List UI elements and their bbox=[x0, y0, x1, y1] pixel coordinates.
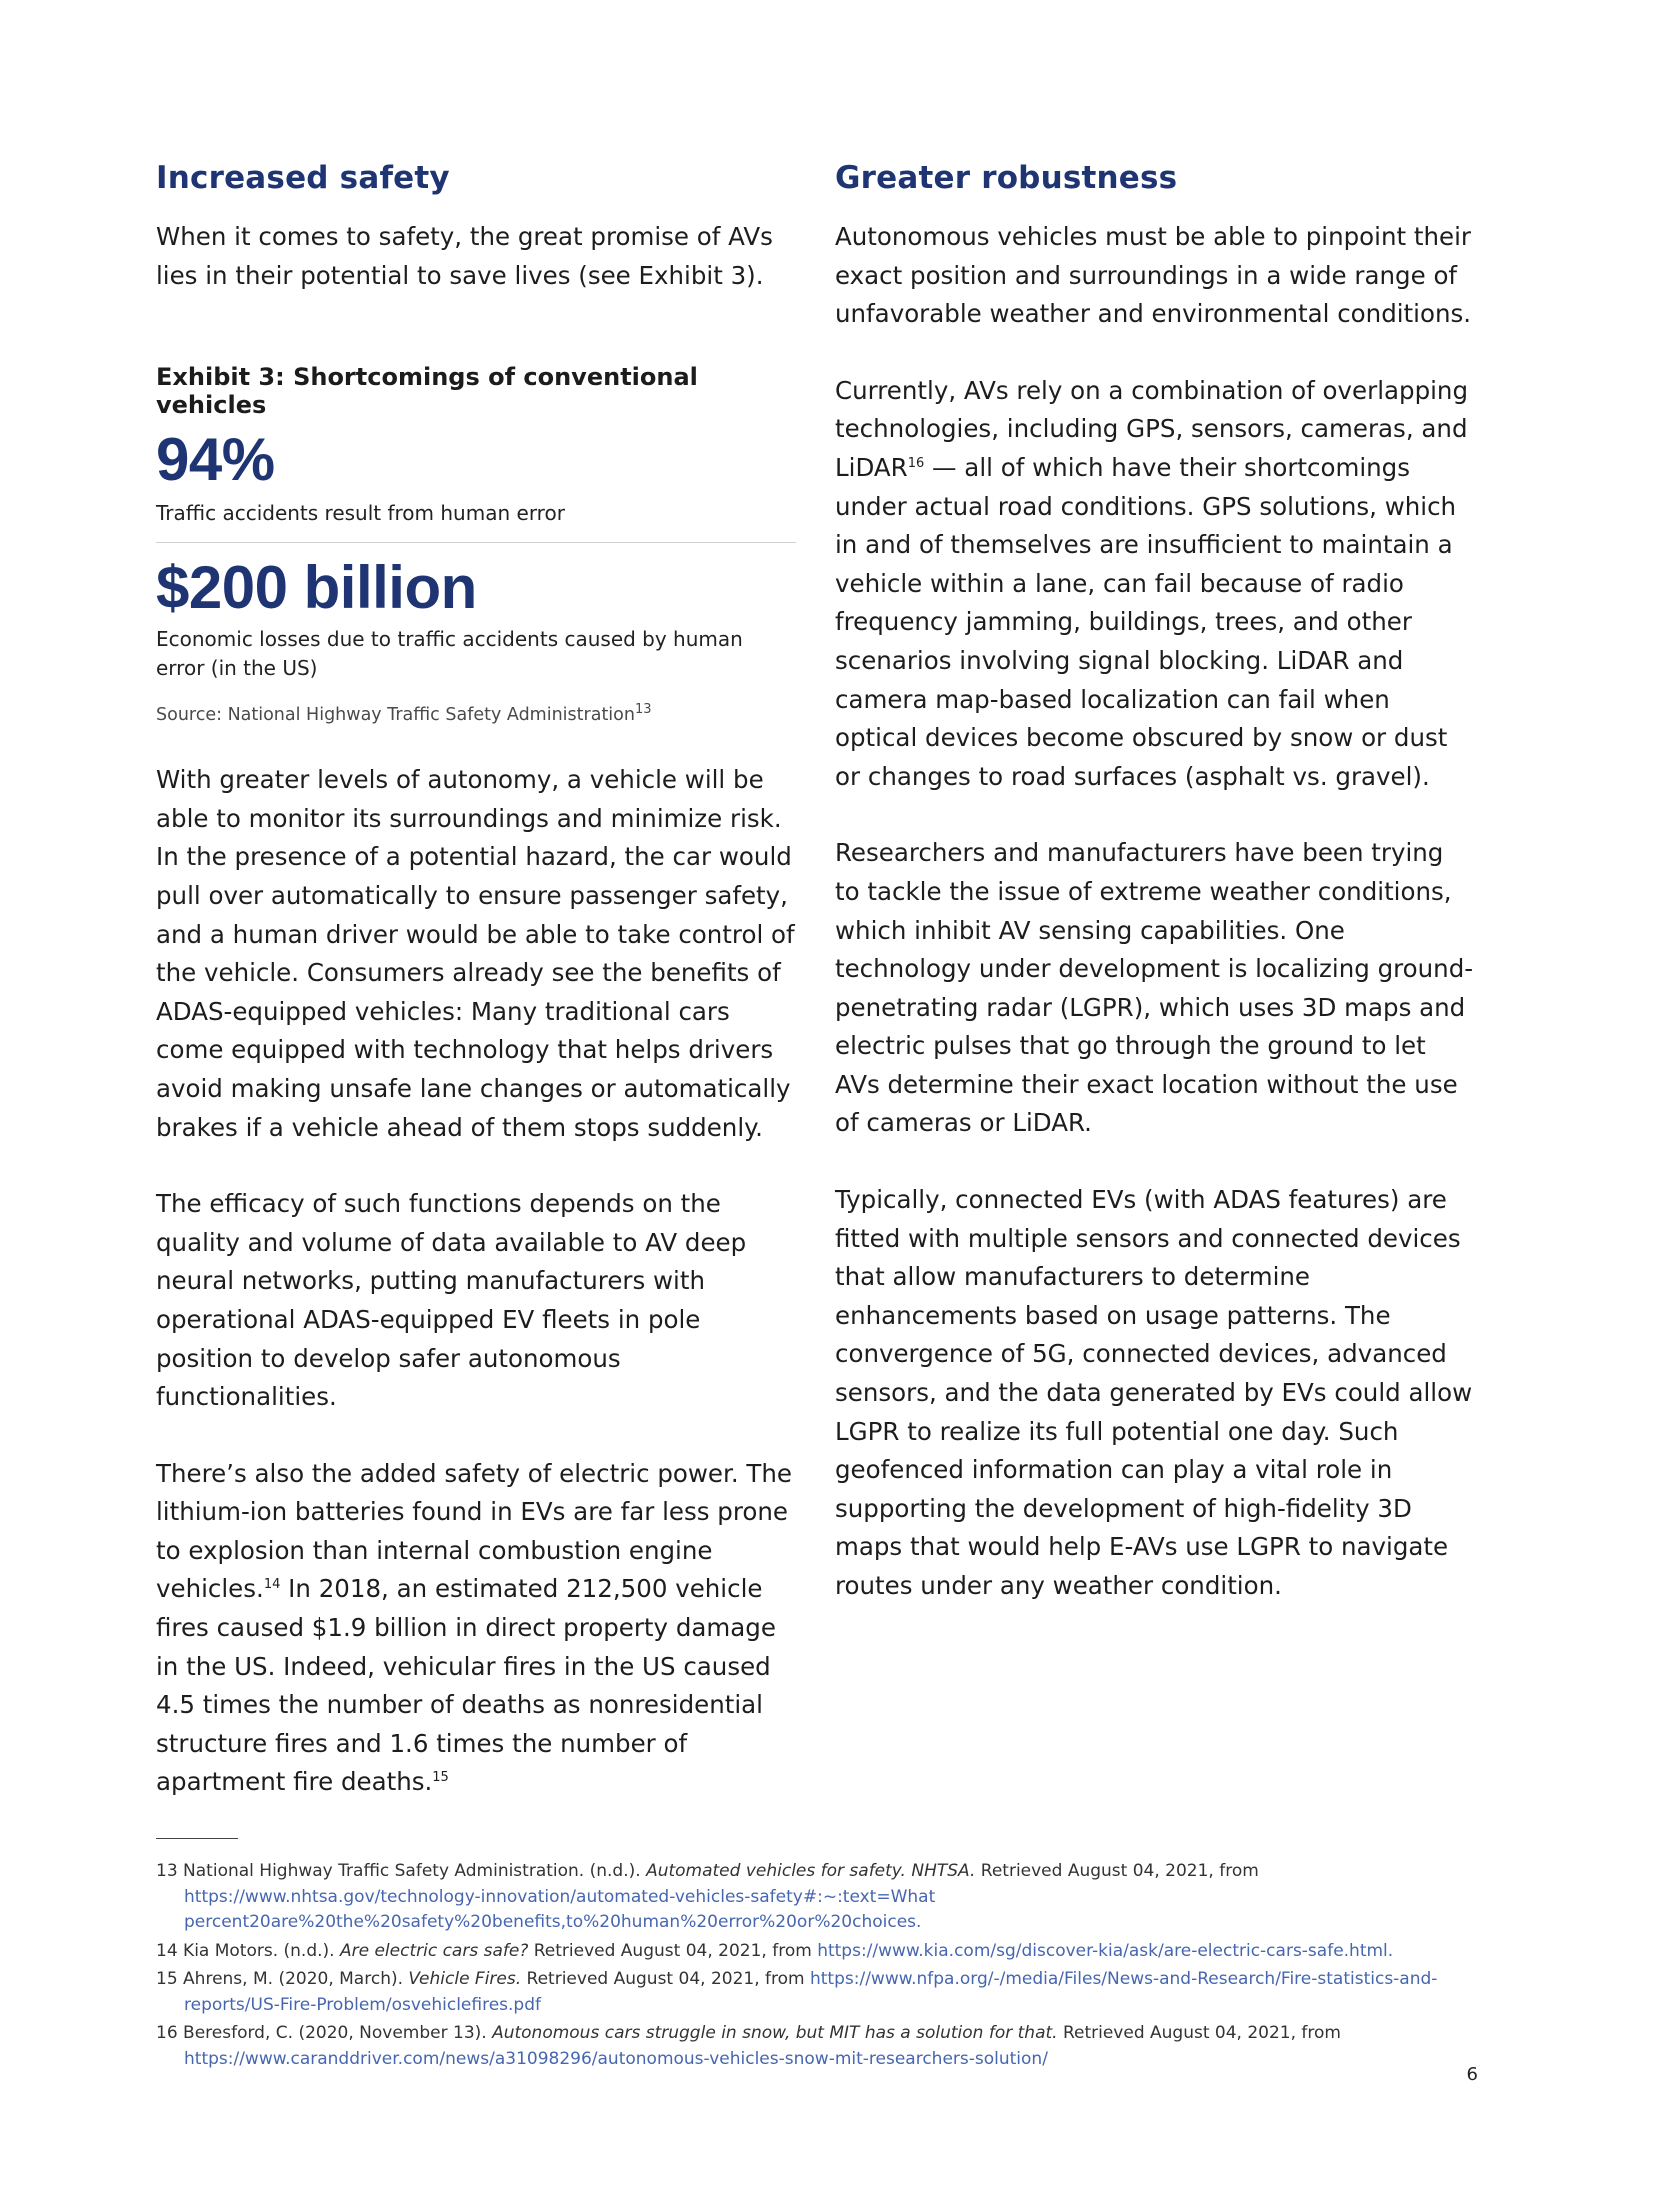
footnote-author: Ahrens, M. (2020, March). bbox=[183, 1969, 409, 1989]
heading-greater-robustness: Greater robustness bbox=[835, 160, 1178, 196]
footnote-13 bbox=[156, 1859, 1476, 1936]
paragraph-connected-evs: Typically, connected EVs (with ADAS features) are fitted with multiple sensors and connected devices that allow manufacturers to determine enhancements based on usage patterns. The convergence of 5G, connected devices, advanced sensors, and the data generated by EVs could allow LGPR to realize its full potential one day. Such geofenced information can play a vital role in supporting the development of high-fidelity 3D maps that would help E-AVs use LGPR to navigate routes under any weather condition. bbox=[835, 1185, 1473, 1600]
stat-200-billion: $200 billion bbox=[156, 554, 477, 622]
footnote-rule bbox=[156, 1838, 238, 1839]
page-number: 6 bbox=[1466, 2064, 1478, 2085]
technologies-text-b: — all of which have their shortcomings under actual road conditions. GPS solutions, which in and of themselves are insufficient to maintain a vehicle within a lane, can fail because of radio frequency jamming, buildings, trees, and other scenarios involving signal blocking. LiDAR and camera map-based localization can fail when optical devices become obscured by snow or dust or changes to road surfaces (asphalt vs. gravel). bbox=[835, 452, 1457, 791]
source-text: Source: National Highway Traffic Safety Administration bbox=[156, 705, 635, 726]
footnote-link[interactable]: https://www.nhtsa.gov/technology-innovation/automated-vehicles-safety#:~:text=What percent20are%20the%20safety%20benefits,to%20human%20error%20or%20choices. bbox=[184, 1886, 936, 1932]
intro-paragraph-safety: When it comes to safety, the great promise of AVs lies in their potential to save lives (see Exhibit 3). bbox=[156, 222, 773, 290]
exhibit-3 bbox=[156, 363, 796, 725]
footnote-link[interactable]: https://www.nfpa.org/-/media/Files/News-and-Research/Fire-statistics-and-reports/US-Fire-Problem/osvehiclefires.pdf bbox=[184, 1969, 1438, 2015]
source-footnote-ref: 13 bbox=[634, 702, 652, 718]
stat-divider bbox=[156, 542, 796, 543]
stat-200-label: Economic losses due to traffic accidents caused by human error (in the US) bbox=[156, 627, 743, 681]
footnote-title: Vehicle Fires. bbox=[408, 1969, 522, 1989]
footnote-number: 15 bbox=[156, 1969, 178, 1989]
right-column bbox=[835, 160, 1475, 1606]
stat-94-label: Traffic accidents result from human error bbox=[156, 501, 565, 526]
footnote-retrieved: Retrieved August 04, 2021, from bbox=[975, 1861, 1259, 1881]
footnote-number: 16 bbox=[156, 2023, 178, 2043]
footnote-ref-14: 14 bbox=[263, 1577, 281, 1593]
exhibit-source bbox=[156, 702, 796, 726]
footnote-retrieved: Retrieved August 04, 2021, from bbox=[1057, 2023, 1341, 2043]
footnote-title: Autonomous cars struggle in snow, but MIT has a solution for that. bbox=[492, 2023, 1058, 2043]
footnote-number: 13 bbox=[156, 1861, 178, 1881]
footnote-retrieved: Retrieved August 04, 2021, from bbox=[521, 1969, 810, 1989]
paragraph-lgpr: Researchers and manufacturers have been trying to tackle the issue of extreme weather conditions, which inhibit AV sensing capabilities. One technology under development is localizing ground-penetrating radar (LGPR), which uses 3D maps and electric pulses that go through the ground to let AVs determine their exact location without the use of cameras or LiDAR. bbox=[835, 838, 1474, 1138]
footnote-title: Automated vehicles for safety. NHTSA. bbox=[646, 1861, 976, 1881]
footnote-14 bbox=[156, 1939, 1476, 1965]
footnote-retrieved: Retrieved August 04, 2021, from bbox=[528, 1940, 818, 1961]
footnote-link[interactable]: https://www.kia.com/sg/discover-kia/ask/are-electric-cars-safe.html. bbox=[817, 1940, 1394, 1961]
footnote-link[interactable]: https://www.caranddriver.com/news/a31098296/autonomous-vehicles-snow-mit-researchers-solution/ bbox=[184, 2048, 1048, 2069]
left-column bbox=[156, 160, 796, 1802]
footnote-author: National Highway Traffic Safety Administration. (n.d.). bbox=[183, 1861, 647, 1881]
footnote-author: Kia Motors. (n.d.). bbox=[183, 1940, 340, 1961]
footnote-number: 14 bbox=[156, 1940, 178, 1961]
paragraph-autonomy: With greater levels of autonomy, a vehicle will be able to monitor its surroundings and minimize risk. In the presence of a potential hazard, the car would pull over automatically to ensure passenger safety, and a human driver would be able to take control of the vehicle. Consumers already see the benefits of ADAS-equipped vehicles: Many traditional cars come equipped with technology that helps drivers avoid making unsafe lane changes or automatically brakes if a vehicle ahead of them stops suddenly. bbox=[156, 765, 795, 1142]
footnote-ref-15: 15 bbox=[432, 1770, 449, 1786]
paragraph-technologies bbox=[835, 372, 1475, 797]
technologies-text-a: Currently, AVs rely on a combination of overlapping technologies, including GPS, sensors, cameras, and LiDAR bbox=[835, 375, 1469, 482]
heading-increased-safety: Increased safety bbox=[156, 160, 450, 196]
electric-safety-text-a: There’s also the added safety of electric power. The lithium-ion batteries found in EVs are far less prone to explosion than internal combustion engine vehicles. bbox=[156, 1458, 792, 1604]
paragraph-electric-safety bbox=[156, 1455, 796, 1802]
exhibit-title: Exhibit 3: Shortcomings of conventional vehicles bbox=[156, 363, 698, 420]
footnote-title: Are electric cars safe? bbox=[339, 1940, 529, 1961]
electric-safety-text-b: In 2018, an estimated 212,500 vehicle fires caused $1.9 billion in direct property damage in the US. Indeed, vehicular fires in the US caused 4.5 times the number of deaths as nonresidential structure fires and 1.6 times the number of apartment fire deaths. bbox=[156, 1574, 776, 1797]
stat-94-percent: 94% bbox=[156, 426, 275, 494]
paragraph-efficacy: The efficacy of such functions depends on the quality and volume of data available to AV deep neural networks, putting manufacturers with operational ADAS-equipped EV fleets in pole position to develop safer autonomous functionalities. bbox=[156, 1189, 747, 1412]
footnote-16 bbox=[156, 2021, 1476, 2072]
footnote-author: Beresford, C. (2020, November 13). bbox=[183, 2023, 493, 2043]
footnotes bbox=[156, 1838, 1476, 2075]
footnote-ref-16: 16 bbox=[907, 455, 925, 471]
footnote-15 bbox=[156, 1967, 1476, 2018]
intro-paragraph-robustness: Autonomous vehicles must be able to pinpoint their exact position and surroundings in a wide range of unfavorable weather and environmental conditions. bbox=[835, 222, 1472, 329]
